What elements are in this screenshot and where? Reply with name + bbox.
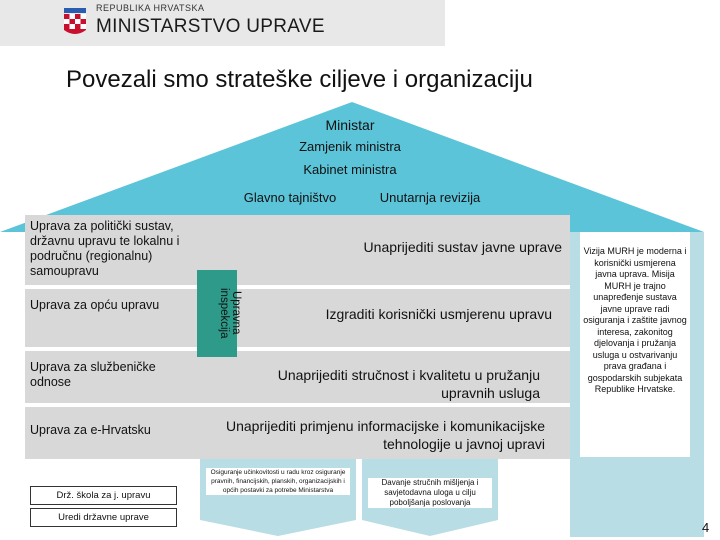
row-3-goal: Unaprijediti stručnost i kvalitetu u pružanju upravnih usluga — [277, 367, 540, 401]
page-title: Povezali smo strateške ciljeve i organizaciju — [66, 66, 533, 93]
row-4-goal: Unaprijediti primjenu informacijske i komunikacijske tehnologije u javnoj upravi — [225, 418, 545, 452]
row-3-label: Uprava za službeničke odnose — [30, 360, 156, 389]
row-2-label: Uprava za opću upravu — [30, 298, 160, 312]
arrow-left-text: Osiguranje učinkovitosti u radu kroz osiguranje pravnih, financijskih, planskih, organizacijskih i općih postavki za potrebe Ministarstva — [206, 468, 350, 495]
vision-mission-text: Vizija MURH je moderna i korisnički usmjerena javna uprava. Misija MURH je trajno unapređenje sustava javne uprave radi osiguranja i zaštite javnog interesa, zakonitog djelovanja i pružanja usluga u ostvarivanju prava građana i gospodarskih subjekata Republike Hrvatske. — [583, 246, 687, 394]
row-1-goal: Unaprijediti sustav javne uprave — [363, 239, 562, 255]
page-number: 4 — [702, 520, 710, 535]
row-4-label: Uprava za e-Hrvatsku — [30, 423, 151, 437]
arrow-right-text: Davanje stručnih mišljenja i savjetodavna uloga u cilju poboljšanja poslovanja — [368, 478, 492, 508]
ministry-country: REPUBLIKA HRVATSKA — [96, 3, 205, 13]
ministry-name: MINISTARSTVO UPRAVE — [96, 16, 325, 37]
deputy-minister-label: Zamjenik ministra — [299, 139, 401, 154]
state-school-box: Drž. škola za j. upravu — [30, 486, 177, 505]
state-offices-box: Uredi državne uprave — [30, 508, 177, 527]
inspection-label: Upravna inspekcija — [218, 287, 242, 339]
internal-audit-label: Unutarnja revizija — [379, 190, 481, 205]
cabinet-label: Kabinet ministra — [303, 162, 397, 177]
general-secretariat-label: Glavno tajništvo — [243, 190, 337, 205]
row-1-label: Uprava za politički sustav, državnu upravu te lokalnu i područnu (regionalnu) samoupravu — [30, 219, 180, 278]
row-2-goal: Izgraditi korisnički usmjerenu upravu — [325, 306, 552, 322]
minister-label: Ministar — [325, 117, 375, 133]
